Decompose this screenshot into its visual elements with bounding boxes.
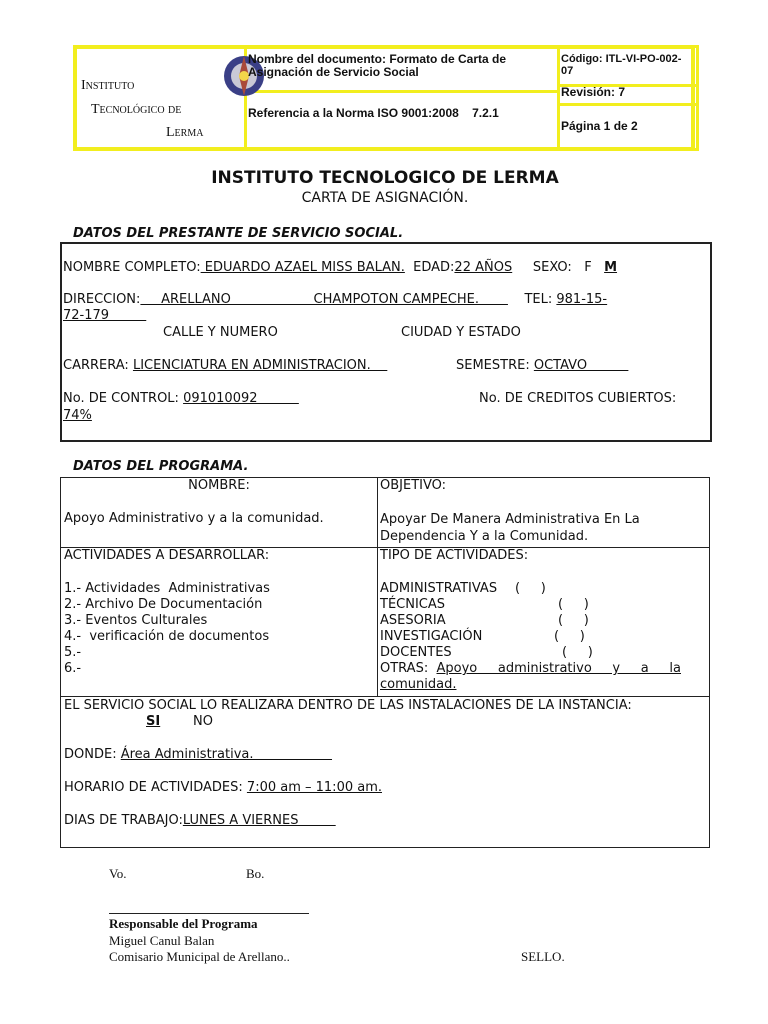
doc-name: Nombre del documento: Formato de Carta de Asignación de Servicio Social xyxy=(248,52,507,79)
institute-name-line1: Instituto xyxy=(81,78,135,93)
checkbox-tecnicas[interactable]: ( ) xyxy=(558,597,589,612)
list-item: TÉCNICAS ( ) xyxy=(380,597,589,612)
ciudad-caption: CIUDAD Y ESTADO xyxy=(401,325,521,340)
control-value: 091010092 xyxy=(183,391,299,406)
tel-value: 981-15- xyxy=(556,292,608,307)
otras-value: Apoyo administrativo y a la xyxy=(436,661,681,676)
semestre-value: OCTAVO xyxy=(533,358,629,373)
actividades-header: ACTIVIDADES A DESARROLLAR: xyxy=(64,548,270,563)
instalaciones-text: EL SERVICIO SOCIAL LO REALIZARA DENTRO DE LAS INSTALACIONES DE LA INSTANCIA: xyxy=(64,698,632,713)
sexo-value: M xyxy=(604,260,618,275)
doc-revision: Revisión: 7 xyxy=(561,85,626,99)
list-item: 6.- xyxy=(64,661,82,676)
horario-value: 7:00 am – 11:00 am. xyxy=(246,780,382,795)
bo-label: Bo. xyxy=(246,866,265,881)
donde-row: DONDE: Área Administrativa. xyxy=(64,747,333,762)
semestre-row: SEMESTRE: OCTAVO xyxy=(456,358,629,373)
direccion-value: ARELLANO CHAMPOTON CAMPECHE. xyxy=(140,292,508,307)
donde-value: Área Administrativa. xyxy=(120,747,333,762)
list-item: 3.- Eventos Culturales xyxy=(64,613,208,628)
calle-caption: CALLE Y NUMERO xyxy=(163,325,278,340)
list-item: DOCENTES ( ) xyxy=(380,645,593,660)
otras-row: OTRAS: Apoyo administrativo y a la xyxy=(380,661,681,676)
list-item: ASESORIA ( ) xyxy=(380,613,589,628)
dias-value: LUNES A VIERNES xyxy=(182,813,336,828)
checkbox-docentes[interactable]: ( ) xyxy=(562,645,593,660)
responsable-label: Responsable del Programa xyxy=(109,916,258,931)
creditos-value: 74% xyxy=(63,408,92,423)
prestante-section-title: DATOS DEL PRESTANTE DE SERVICIO SOCIAL. xyxy=(73,226,404,241)
institute-name-line3: Lerma xyxy=(166,125,204,140)
list-item: 1.- Actividades Administrativas xyxy=(64,581,270,596)
norm-ref-cell xyxy=(244,90,560,151)
carrera-row: CARRERA: LICENCIATURA EN ADMINISTRACION. xyxy=(63,358,388,373)
list-item: INVESTIGACIÓN ( ) xyxy=(380,629,585,644)
checkbox-asesoria[interactable]: ( ) xyxy=(558,613,589,628)
carrera-value: LICENCIATURA EN ADMINISTRACION. xyxy=(132,358,388,373)
creditos-label: No. DE CREDITOS CUBIERTOS: xyxy=(479,391,677,406)
page-subtitle: CARTA DE ASIGNACIÓN. xyxy=(301,190,469,206)
vo-label: Vo. xyxy=(109,866,127,881)
programa-nombre-value: Apoyo Administrativo y a la comunidad. xyxy=(64,511,324,526)
list-item: 5.- xyxy=(64,645,82,660)
checkbox-investigacion[interactable]: ( ) xyxy=(554,629,585,644)
edad-value: 22 AÑOS xyxy=(454,260,513,275)
no-option[interactable]: NO xyxy=(193,714,213,729)
responsable-position: Comisario Municipal de Arellano.. xyxy=(109,949,290,964)
tel-continued: 72-179 xyxy=(63,308,147,323)
control-row: No. DE CONTROL: 091010092 xyxy=(63,391,299,406)
si-option[interactable]: SI xyxy=(146,714,161,729)
objetivo-value: Apoyar De Manera Administrativa En La Dependencia Y a la Comunidad. xyxy=(380,512,640,544)
signature-line xyxy=(109,913,309,914)
checkbox-administrativas[interactable]: ( ) xyxy=(515,581,546,596)
horario-row: HORARIO DE ACTIVIDADES: 7:00 am – 11:00 am. xyxy=(64,780,382,795)
objetivo-header: OBJETIVO: xyxy=(380,478,447,493)
page-title: INSTITUTO TECNOLOGICO DE LERMA xyxy=(211,168,559,188)
doc-page: Página 1 de 2 xyxy=(561,119,638,133)
doc-code: Código: ITL-VI-PO-002-07 xyxy=(561,53,682,77)
list-item: ADMINISTRATIVAS ( ) xyxy=(380,581,546,596)
actividades-list xyxy=(64,581,270,677)
programa-section-title: DATOS DEL PROGRAMA. xyxy=(73,459,249,474)
nombre-row: NOMBRE COMPLETO: EDUARDO AZAEL MISS BALAN. EDAD:22 AÑOS SEXO: F M xyxy=(63,260,618,275)
direccion-row: DIRECCION: ARELLANO CHAMPOTON CAMPECHE. TEL: 981-15- xyxy=(63,292,608,307)
list-item: 4.- verificación de documentos xyxy=(64,629,270,644)
tipo-header: TIPO DE ACTIVIDADES: xyxy=(380,548,529,563)
norm-reference: Referencia a la Norma ISO 9001:2008 7.2.1 xyxy=(248,106,499,120)
institute-name-line2: Tecnológico de xyxy=(91,102,182,117)
otras-continued: comunidad. xyxy=(380,677,457,692)
responsable-name: Miguel Canul Balan xyxy=(109,933,215,948)
list-item: 2.- Archivo De Documentación xyxy=(64,597,263,612)
nombre-header: NOMBRE: xyxy=(188,478,250,493)
nombre-value: EDUARDO AZAEL MISS BALAN. xyxy=(200,260,405,275)
tipo-list xyxy=(380,581,720,693)
sello-label: SELLO. xyxy=(521,949,565,964)
dias-row: DIAS DE TRABAJO:LUNES A VIERNES xyxy=(64,813,336,828)
